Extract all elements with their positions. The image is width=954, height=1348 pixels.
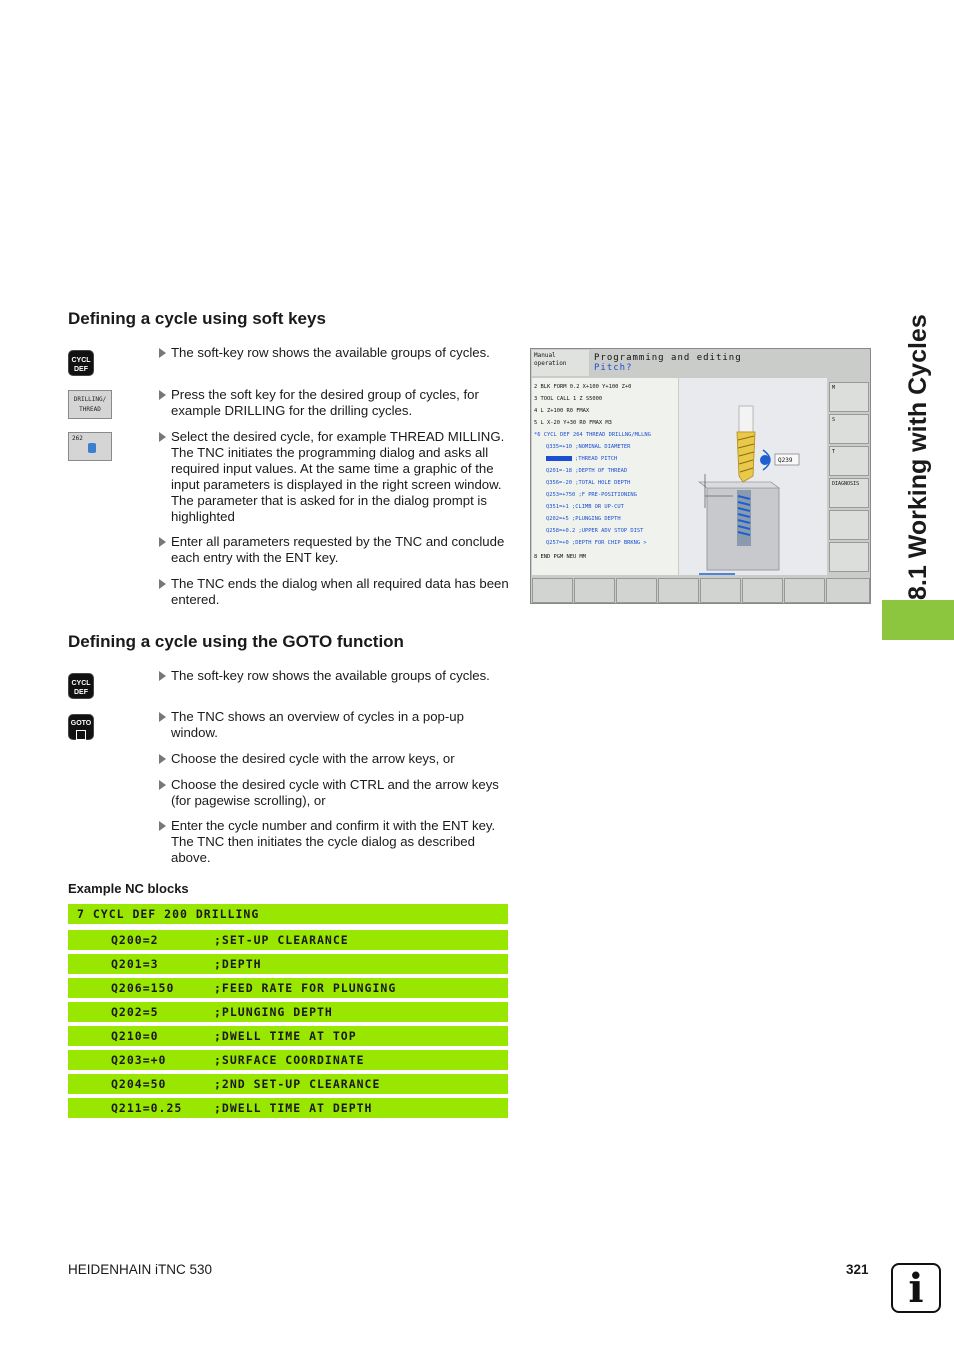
nc-comment: ;FEED RATE FOR PLUNGING [214,981,397,995]
arrow-icon [159,780,166,790]
cycle-262-softkey[interactable] [68,432,112,461]
nc-param: Q203=+0 [111,1053,167,1067]
nc-comment: ;SET-UP CLEARANCE [214,933,349,947]
step-text: Choose the desired cycle with CTRL and the arrow keys (for pagewise scrolling), or [171,777,499,808]
param-line: Q201=-18 ;DEPTH OF THREAD [546,468,628,474]
screen-softkey[interactable] [532,578,573,603]
arrow-icon [159,432,166,442]
nc-block-line [68,930,508,950]
screen-softkey[interactable] [826,578,870,603]
screen-header [590,350,870,376]
program-line: 4 L Z+100 R0 FMAX [534,408,590,414]
thread-mill-icon [88,443,96,453]
nc-param: Q202=5 [111,1005,159,1019]
nc-block-line [68,1002,508,1022]
nc-param: Q200=2 [111,933,159,947]
screen-softkey[interactable] [700,578,741,603]
softkey-label: 262 [72,435,83,442]
section-heading-goto: Defining a cycle using the GOTO function [68,632,404,651]
param-line: Q253=+750 ;F PRE-POSITIONING [546,492,637,498]
softkey-label: S [832,417,836,423]
arrow-icon [159,579,166,589]
key-label: DEF [74,689,88,696]
program-line: 3 TOOL CALL 1 Z S5000 [534,396,603,402]
nc-param: Q204=50 [111,1077,167,1091]
nc-param: Q206=150 [111,981,175,995]
mode-text: Manual [534,352,556,359]
step-item [159,777,509,809]
page-number: 321 [846,1262,869,1277]
arrow-icon [159,712,166,722]
section-heading-soft-keys: Defining a cycle using soft keys [68,309,326,328]
step-text: The TNC shows an overview of cycles in a pop-up window. [171,709,464,740]
operating-mode [532,350,589,376]
param-line: Q202=+5 ;PLUNGING DEPTH [546,516,621,522]
step-item [159,709,509,741]
nc-comment: ;SURFACE COORDINATE [214,1053,365,1067]
nc-comment: ;DEPTH [214,957,262,971]
screen-softkey-row [532,578,871,603]
step-text: Enter the cycle number and confirm it with the ENT key. The TNC then initiates the cycle dialog as described above. [171,818,496,865]
info-icon: i [891,1263,941,1313]
step-item [159,345,509,361]
softkey-label: T [832,449,836,455]
screen-softkey[interactable] [742,578,783,603]
nc-block-line [68,954,508,974]
softkey-label: DRILLING/ [73,396,107,403]
nc-comment: ;PLUNGING DEPTH [214,1005,333,1019]
param-line: Q257=+0 ;DEPTH FOR CHIP BRKNG > [546,540,647,546]
key-label: CYCL [71,357,91,364]
param-line: Q258=+0.2 ;UPPER ADV STOP DIST [546,528,644,534]
program-line: 5 L X-20 Y+30 R0 FMAX M3 [534,420,612,426]
nc-block-line [68,1074,508,1094]
side-softkey-empty[interactable] [829,542,869,572]
step-item [159,534,509,566]
screen-softkey[interactable] [784,578,825,603]
arrow-icon [159,821,166,831]
program-line: *6 CYCL DEF 264 THREAD DRILLNG/MLLNG [534,432,651,438]
help-graphic [679,378,827,575]
screen-softkey[interactable] [658,578,699,603]
step-text: Press the soft key for the desired group of cycles, for example DRILLING for the drilling cycles. [171,387,479,418]
nc-comment: ;DWELL TIME AT DEPTH [214,1101,373,1115]
program-line: 2 BLK FORM 0.2 X+100 Y+100 Z+0 [534,384,632,390]
mode-text: operation [534,360,567,367]
goto-key[interactable] [68,714,94,740]
softkey-label: DIAGNOSIS [832,481,860,487]
nc-block-line [68,1050,508,1070]
nc-block-line [68,904,508,924]
nc-block-line [68,978,508,998]
screen-header-title: Programming and editing [594,353,742,363]
arrow-icon [159,754,166,764]
tnc-screen [530,348,871,604]
footer-product: HEIDENHAIN iTNC 530 [68,1262,213,1277]
param-line: Q335=+10 ;NOMINAL DIAMETER [546,444,631,450]
nc-comment: ;DWELL TIME AT TOP [214,1029,357,1043]
arrow-icon [159,671,166,681]
step-text: Select the desired cycle, for example THREAD MILLING. The TNC initiates the programming dialog and asks all required input values. At the same time a graphic of the input parameters is displayed in the right screen window. The parameter that is asked for in the dialog prompt is highlighted [171,429,505,524]
step-item [159,429,509,525]
step-item [159,668,509,684]
program-window [532,378,678,575]
side-tab-accent [882,600,954,640]
step-text: Choose the desired cycle with the arrow keys, or [171,751,455,766]
nc-text: 7 CYCL DEF 200 DRILLING [77,907,260,921]
param-text: ;THREAD PITCH [575,456,618,462]
step-item [159,387,509,419]
step-text: Enter all parameters requested by the TNC and conclude each entry with the ENT key. [171,534,505,565]
param-line: Q351=+1 ;CLIMB OR UP-CUT [546,504,624,510]
param-line-highlight [546,456,617,462]
key-label: DEF [74,366,88,373]
cycl-def-key[interactable] [68,350,94,376]
param-line: Q356=-20 ;TOTAL HOLE DEPTH [546,480,631,486]
program-line: 8 END PGM NEU MM [534,554,586,560]
arrow-icon [159,348,166,358]
step-text: The soft-key row shows the available groups of cycles. [171,668,490,683]
nc-comment: ;2ND SET-UP CLEARANCE [214,1077,381,1091]
thread-milling-graphic [679,378,827,575]
square-icon [76,730,86,740]
side-tab-title: 8.1 Working with Cycles [904,314,932,600]
step-item [159,576,509,608]
side-softkey-diagnosis[interactable] [829,478,869,508]
example-title: Example NC blocks [68,881,189,896]
nc-block-line [68,1098,508,1118]
cycl-def-key[interactable] [68,673,94,699]
side-softkey-empty[interactable] [829,510,869,540]
nc-block-line [68,1026,508,1046]
softkey-label: THREAD [79,406,101,413]
nc-param: Q201=3 [111,957,159,971]
screen-side-softkeys [828,378,870,575]
graphic-label: Q239 [778,457,793,464]
arrow-icon [159,390,166,400]
step-item [159,751,509,767]
step-item [159,818,509,866]
screen-softkey[interactable] [574,578,615,603]
nc-param: Q211=0.25 [111,1101,183,1115]
softkey-label: M [832,385,836,391]
side-softkey-s[interactable] [829,414,869,444]
dialog-prompt: Pitch? [594,363,633,373]
nc-param: Q210=0 [111,1029,159,1043]
step-text: The TNC ends the dialog when all required data has been entered. [171,576,509,607]
drilling-thread-softkey[interactable] [68,390,112,419]
side-softkey-m[interactable] [829,382,869,412]
arrow-icon [159,537,166,547]
side-softkey-t[interactable] [829,446,869,476]
key-label: CYCL [71,680,91,687]
screen-softkey[interactable] [616,578,657,603]
step-text: The soft-key row shows the available groups of cycles. [171,345,490,360]
key-label: GOTO [70,720,92,727]
